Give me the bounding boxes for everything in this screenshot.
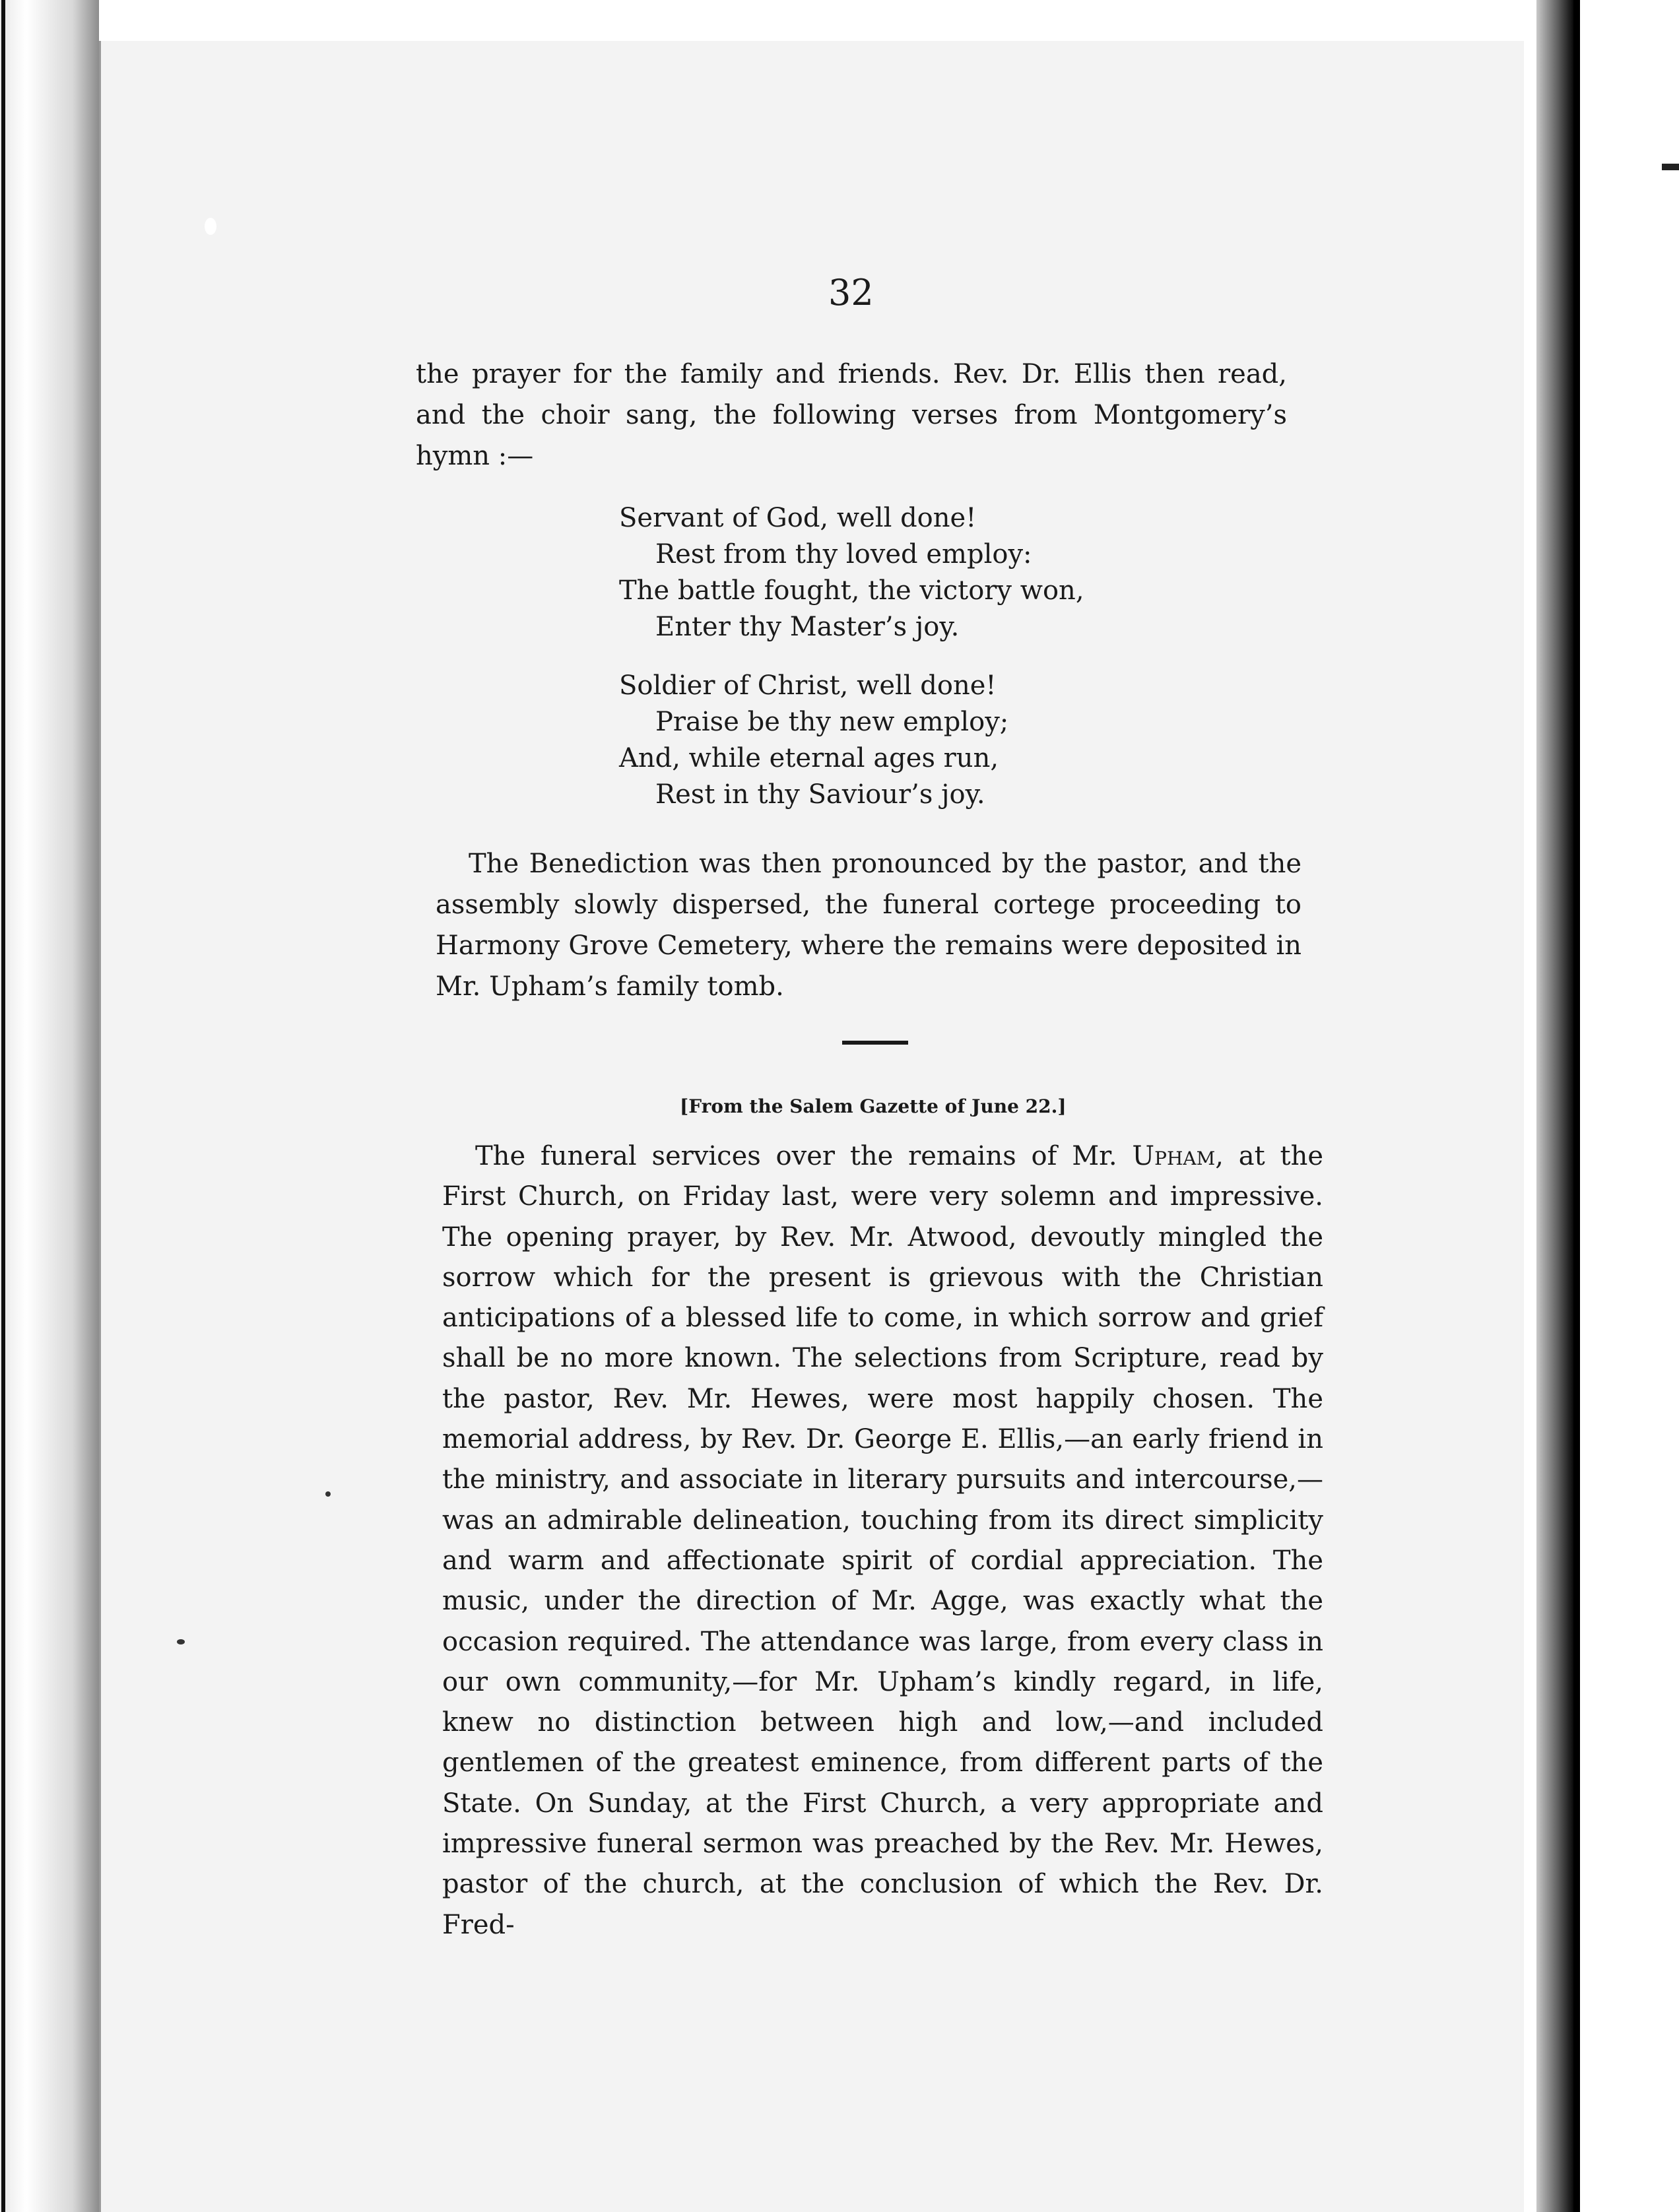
verse-line: Enter thy Master’s joy. <box>655 612 960 642</box>
paragraph-lead: The funeral services over the remains of Mr. <box>475 1141 1133 1171</box>
verse-line: Rest in thy Saviour’s joy. <box>655 779 985 810</box>
section-divider <box>842 1041 908 1045</box>
paragraph-intro: the prayer for the family and friends. Rev. Dr. Ellis then read, and the choir sang, the following verses from Montgomery’s hymn :— <box>416 359 1287 471</box>
page-speck <box>205 218 216 235</box>
hymn-stanza-1 <box>619 500 1084 645</box>
hymn-stanza-2 <box>619 668 1008 813</box>
left-border-line <box>1 0 5 2212</box>
verse-line: Praise be thy new employ; <box>655 707 1009 737</box>
left-page-edge <box>0 0 99 2212</box>
verse-line: Servant of God, well done! <box>619 503 977 533</box>
verse-line: Soldier of Christ, well done! <box>619 670 997 701</box>
paragraph-funeral-services <box>442 1136 1323 1945</box>
paragraph-rest: , at the First Church, on Friday last, were very solemn and impressive. The opening prayer, by Rev. Mr. Atwood, devoutly mingled the sorrow which for the present is grievous with the Christian anticipations of a blessed life to come, in which sorrow and grief shall be no more known. The selections from Scripture, read by the pastor, Rev. Mr. Hewes, were most happily chosen. The memorial address, by Rev. Dr. George E. Ellis,—an early friend in the ministry, and associate in literary pursuits and intercourse,—was an admirable delineation, touching from its direct simplicity and warm and affectionate spirit of cordial appreciation. The music, under the direction of Mr. Agge, was exactly what the occasion required. The attendance was large, from every class in our own community,—for Mr. Upham’s kindly regard, in life, knew no distinction between high and low,—and included gentlemen of the greatest eminence, from different parts of the State. On Sunday, at the First Church, a very appropriate and impressive funeral sermon was preached by the Rev. Mr. Hewes, pastor of the church, at the conclusion of which the Rev. Dr. Fred- <box>442 1141 1324 1940</box>
verse-line: The battle fought, the victory won, <box>619 575 1084 606</box>
verse-line: Rest from thy loved employ: <box>655 539 1032 569</box>
margin-tick-mark <box>1662 164 1679 170</box>
page-number: 32 <box>828 272 874 313</box>
binding-shadow <box>1536 0 1573 2212</box>
verse-line: And, while eternal ages run, <box>619 743 999 773</box>
source-note: [From the Salem Gazette of June 22.] <box>680 1095 1067 1117</box>
right-margin <box>1573 0 1679 2212</box>
margin-speck <box>325 1491 331 1497</box>
name-upham: Upham <box>1132 1141 1216 1171</box>
margin-speck <box>177 1639 185 1644</box>
paragraph-benediction: The Benediction was then pronounced by the pastor, and the assembly slowly dispersed, the funeral cortege proceeding to Harmony Grove Cemetery, where the remains were deposited in Mr. Upham’s family tomb. <box>436 849 1301 1002</box>
